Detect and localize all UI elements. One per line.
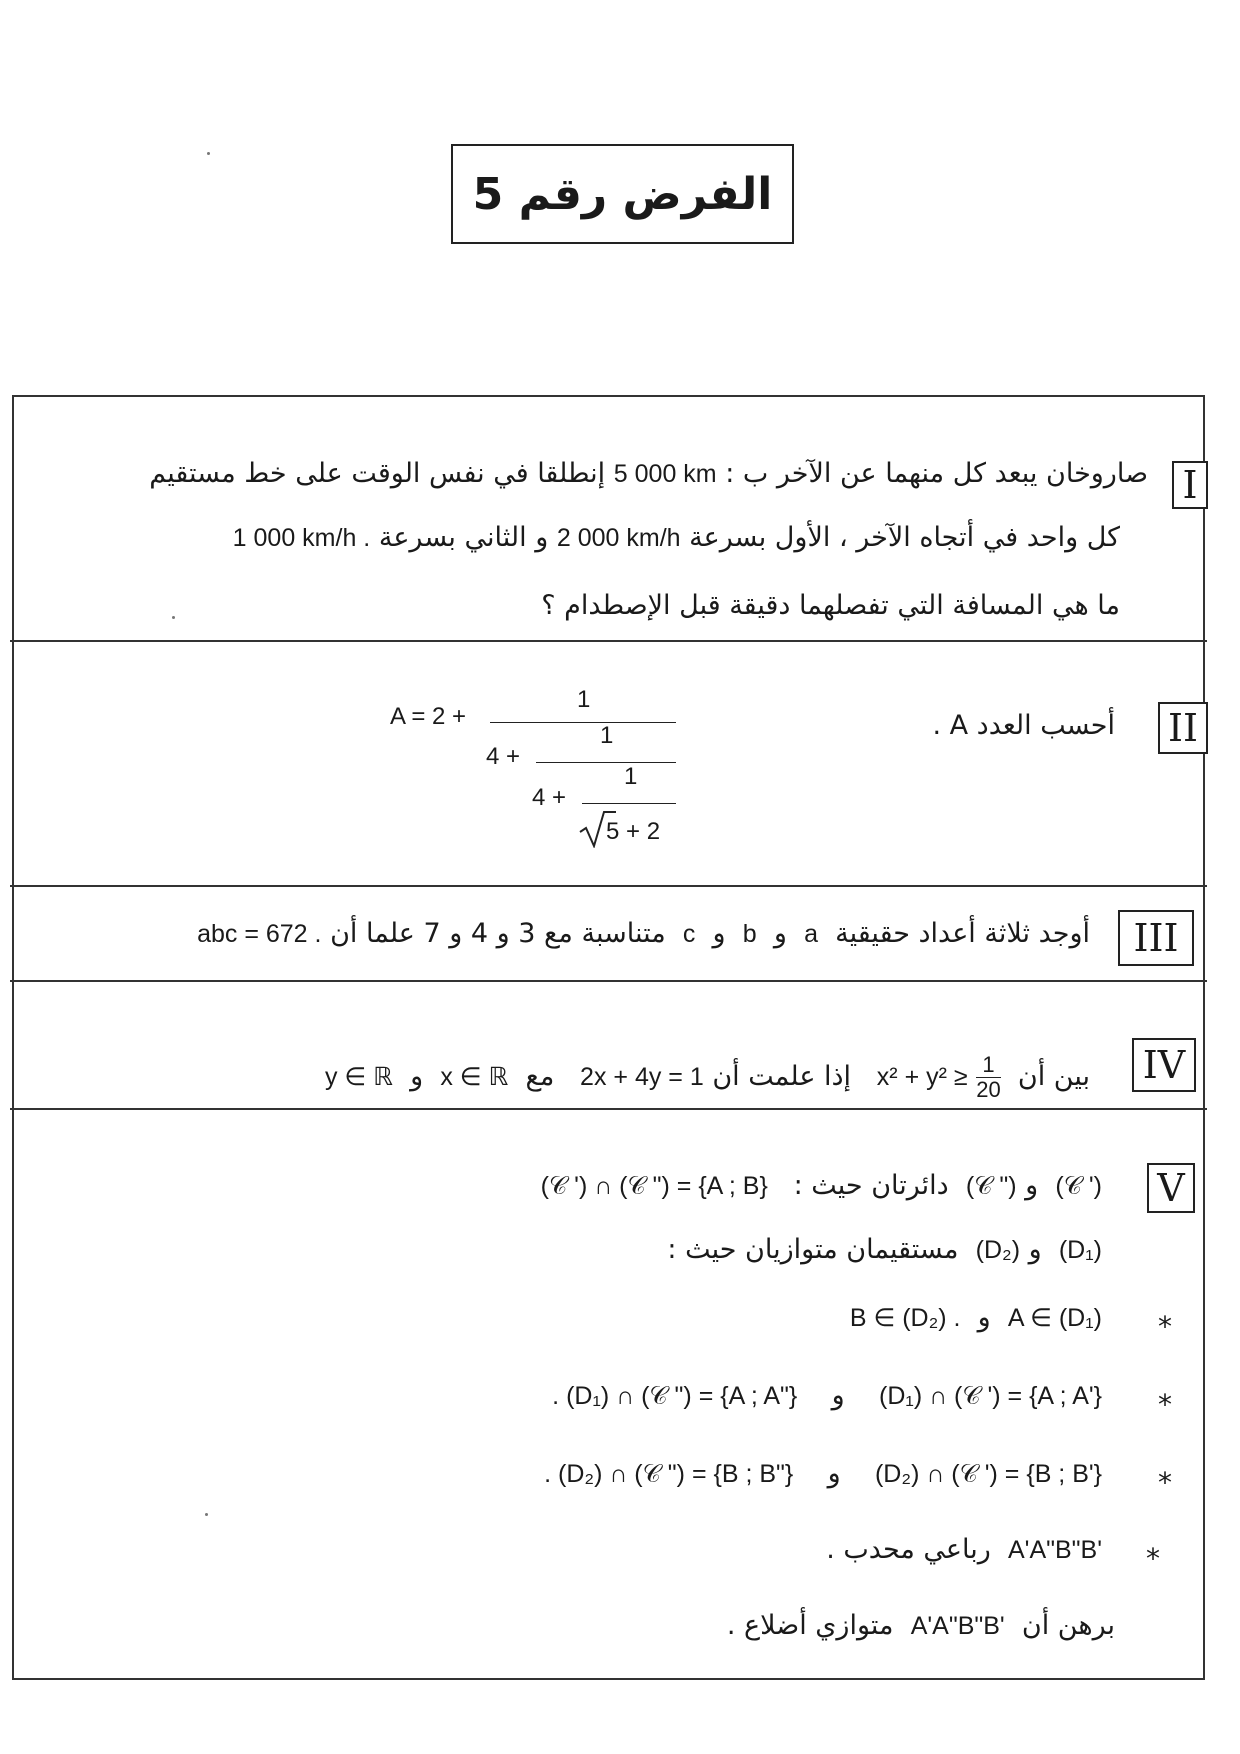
bullet-star-4: *	[1146, 1542, 1160, 1575]
ex5-line-5: (D₂) ∩ (𝒞 ') = {B ; B'} و . (D₂) ∩ (𝒞 ") = {B ; B"}	[544, 1458, 1102, 1489]
scan-speck	[207, 152, 210, 155]
exercise-number-1: I	[1172, 461, 1208, 509]
ex3-line: أوجد ثلاثة أعداد حقيقية a و b و c متناسبة مع 3 و 4 و 7 علما أن abc = 672 .	[197, 918, 1090, 949]
numerator-3: 1	[624, 763, 638, 790]
ex1-line-2: كل واحد في أتجاه الآخر ، الأول بسرعة 2 000 km/h و الثاني بسرعة 1 000 km/h .	[232, 522, 1120, 553]
exercise-number-3: III	[1118, 910, 1194, 966]
exercise-number-2: II	[1158, 702, 1208, 754]
ex5-line-3: A ∈ (D₁) و B ∈ (D₂) .	[849, 1302, 1102, 1333]
ex5-line-4: (D₁) ∩ (𝒞 ') = {A ; A'} و . (D₁) ∩ (𝒞 ") = {A ; A"}	[552, 1380, 1102, 1411]
divider-1	[10, 640, 1207, 642]
exercise-number-5: V	[1147, 1163, 1195, 1213]
four-plus-1: 4 +	[486, 743, 521, 770]
ex5-line-2: (D₁) و (D₂) مستقيمان متوازيان حيث :	[667, 1234, 1102, 1265]
four-plus-2: 4 +	[532, 784, 567, 811]
numerator-2: 1	[600, 722, 614, 749]
fraction-bar-1	[490, 722, 676, 723]
fraction-1-20: $\frac{1}{20}$	[976, 1052, 1001, 1102]
exercise-number-4: IV	[1132, 1038, 1196, 1092]
divider-2	[10, 885, 1207, 887]
sqrt-argument: 5 + 2	[606, 818, 661, 845]
divider-4	[10, 1108, 1207, 1110]
ex1-line-1: صاروخان يبعد كل منهما عن الآخر ب : 5 000 km إنطلقا في نفس الوقت على خط مستقيم	[149, 458, 1148, 489]
ex2-text: أحسب العدد A .	[932, 710, 1115, 741]
ex4-line: بين أن $\frac{1}{20}$ x² + y² ≥ إذا علمت أن 2x + 4y = 1 مع x ∈ ℝ و y ∈ ℝ	[324, 1052, 1090, 1102]
ex5-line-1: (𝒞 ') و (𝒞 ") دائرتان حيث : (𝒞 ') ∩ (𝒞 ") = {A ; B}	[540, 1170, 1102, 1201]
scan-speck	[205, 1513, 208, 1516]
ex1-line-3: ما هي المسافة التي تفصلهما دقيقة قبل الإصطدام ؟	[541, 590, 1120, 621]
ex5-line-7: برهن أن A'A"B"B' متوازي أضلاع .	[726, 1610, 1115, 1641]
bullet-star-2: *	[1158, 1388, 1172, 1421]
ex5-line-6: A'A"B"B' رباعي محدب .	[826, 1534, 1102, 1565]
bullet-star-3: *	[1158, 1466, 1172, 1499]
a-lhs: A = 2 +	[390, 703, 467, 730]
bullet-star-1: *	[1158, 1310, 1172, 1343]
numerator-1: 1	[577, 686, 591, 713]
fraction-bar-3	[582, 803, 676, 804]
divider-3	[10, 980, 1207, 982]
scan-speck	[172, 616, 175, 619]
fraction-bar-2	[536, 762, 676, 763]
page-title: الفرض رقم 5	[451, 144, 794, 244]
